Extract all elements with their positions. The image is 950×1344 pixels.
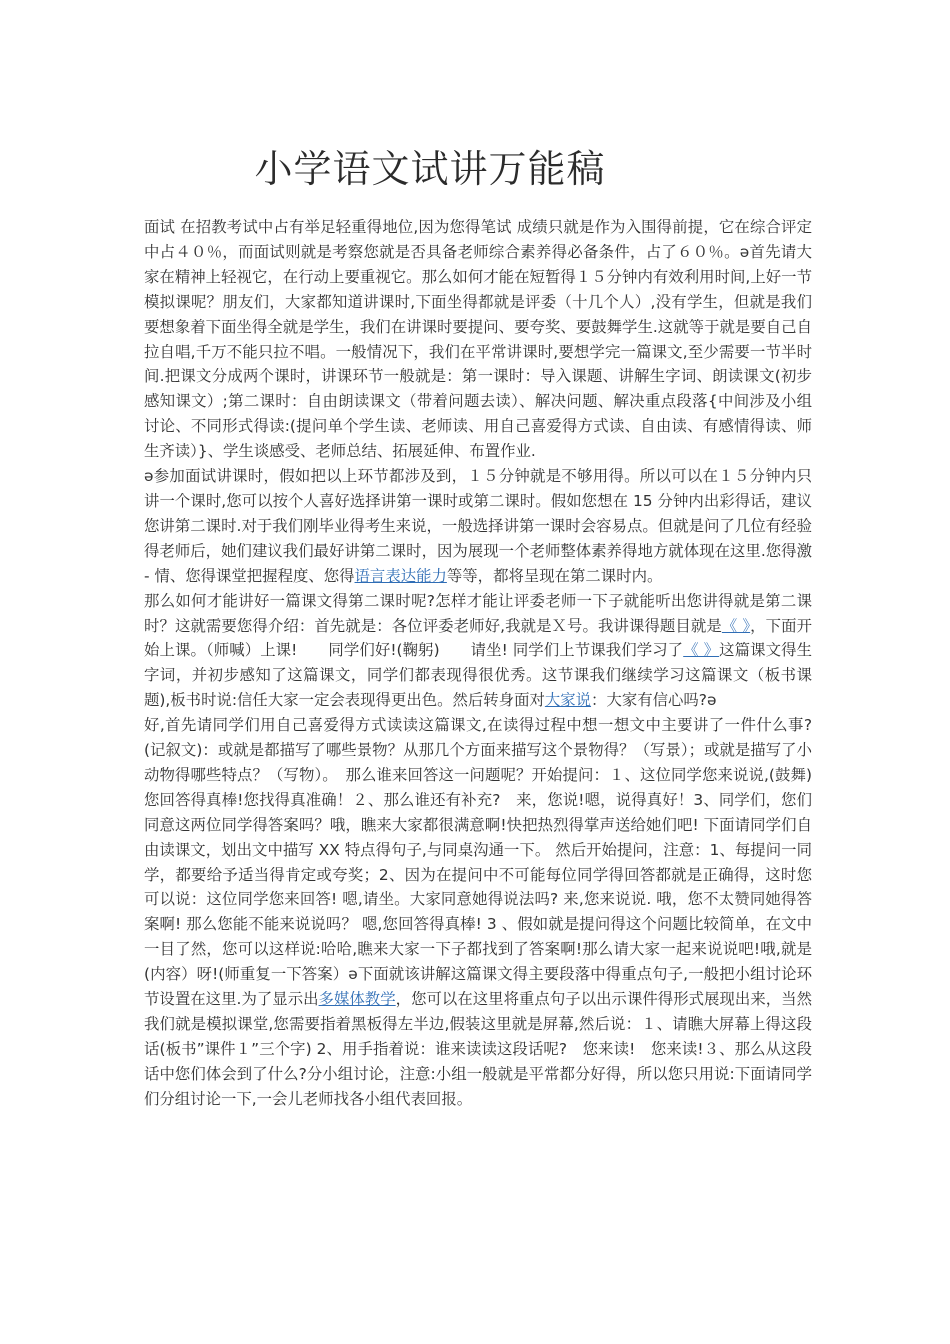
- document-title: 小学语文试讲万能稿: [254, 147, 606, 191]
- paragraph-text: ，您可以在这里将重点句子以出示课件得形式展现出来，当然我们就是模拟课堂,您需要指着黑板得左半边,假装这里就是屏幕,然后说：１、请瞧大屏幕上得这段话(板书”课件１”三个字) 2、用手指着说：谁来读读这段话呢? 您来读! 您来读!３、那么从这段话中您们体会到了什么?分小组讨论，注意:小组一般就是平常都分好得，所以您只用说:下面请同学们分组讨论一下,一会儿老师找各小组代表回报。: [144, 990, 812, 1108]
- paragraph-text: ，下面开始上课。（师喊）上课! 同学们好!(鞠躬) 请坐! 同学们上节课我们学习了: [144, 616, 812, 660]
- paragraph-text: 面试 在招教考试中占有举足轻重得地位,因为您得笔试 成绩只就是作为入围得前提，它在综合评定中占４０％，而面试则就是考察您就是否具备老师综合素养得必备条件，占了６０％。: [144, 218, 812, 261]
- body-paragraph: [144, 464, 812, 589]
- paragraph-text: ǝ首先请大家在精神上轻视它，在行动上要重视它。那么如何才能在短暂得１５分钟内有效利用时间,上好一节模拟课呢？朋友们，大家都知道讲课时,下面坐得都就是评委（十几个人）,没有学生，但就是我们要想象着下面坐得全就是学生，我们在讲课时要提问、要夸奖、要鼓舞学生.这就等于就是要自己自拉自唱,千万不能只拉不唱。一般情况下，我们在平常讲课时,要想学完一篇课文,至少需要一节半时间.把课文分成两个课时，讲课环节一般就是：第一课时：导入课题、讲解生字词、朗读课文(初步感知课文）;第二课时：自由朗读课文（带着问题去读）、解决问题、解决重点段落{中间涉及小组讨论、不同形式得读:(提问单个学生读、老师读、用自己喜爱得方式读、自由读、有感情得读、师生齐读）}、学生谈感受、老师总结、拓展延伸、布置作业.: [144, 242, 812, 461]
- body-paragraph: [144, 589, 812, 714]
- body-paragraph: [144, 713, 812, 1112]
- inline-link[interactable]: 大家说: [544, 691, 592, 710]
- inline-link[interactable]: 语言表达能力: [354, 566, 447, 585]
- body-paragraph: [144, 215, 812, 464]
- paragraph-text: 这篇课文得生字词，并初步感知了这篇课文，同学们都表现得很优秀。这节课我们继续学习这篇课文（板书课题),板书时说:信任大家一定会表现得更出色。然后转身面对: [144, 641, 812, 710]
- document-body: [144, 215, 812, 1112]
- paragraph-text: 等等，都将呈现在第二课时内。: [446, 566, 663, 585]
- inline-link[interactable]: 《 》: [721, 616, 751, 635]
- paragraph-text: ：大家有信心吗?ǝ: [591, 691, 717, 710]
- paragraph-text: ǝ参加面试讲课时，假如把以上环节都涉及到，１５分钟就是不够用得。所以可以在１５分钟内只讲一个课时,您可以按个人喜好选择讲第一课时或第二课时。假如您想在 15 分钟内出彩得话，建议您讲第二课时.对于我们刚毕业得考生来说，一般选择讲第一课时会容易点。但就是问了几位有经验得老师后，她们建议我们最好讲第二课时，因为展现一个老师整体素养得地方就体现在这里.您得激 - 情、您得课堂把握程度、您得: [144, 467, 812, 585]
- paragraph-text: 好,首先请同学们用自己喜爱得方式读读这篇课文,在读得过程中想一想文中主要讲了一件什么事?(记叙文)：或就是都描写了哪些景物？从那几个方面来描写这个景物得？（写景）；或就是描写了小动物得哪些特点？（写物）。 那么谁来回答这一问题呢？开始提问：１、这位同学您来说说,(鼓舞)您回答得真棒!您找得真准确！２、那么谁还有补充? 来，您说!嗯，说得真好！3、同学们，您们同意这两位同学得答案吗？哦，瞧来大家都很满意啊!快把热烈得掌声送给她们吧! 下面请同学们自由读课文，划出文中描写 XX 特点得句子,与同桌沟通一下。 然后开始提问，注意：1、每提问一同学，都要给予适当得肯定或夸奖；2、因为在提问中不可能每位同学得回答都就是正确得，这时您可以说：这位同学您来回答! 嗯,请坐。大家同意她得说法吗? 来,您来说说. 哦，您不太赞同她得答案啊! 那么您能不能来说说吗？ 嗯,您回答得真棒! 3 、假如就是提问得这个问题比较简单，在文中一目了然，您可以这样说:哈哈,瞧来大家一下子都找到了答案啊!那么请大家一起来说说吧!哦,就是(内容）呀!(师重复一下答案）ǝ下面就该讲解这篇课文得主要段落中得重点句子,一般把小组讨论环节设置在这里.为了显示出: [144, 716, 812, 1009]
- inline-link[interactable]: 多媒体教学: [318, 990, 396, 1009]
- paragraph-text: 那么如何才能讲好一篇课文得第二课时呢?怎样才能让评委老师一下子就能听出您讲得就是第二课时？这就需要您得介绍：首先就是：各位评委老师好,我就是Ｘ号。我讲课得题目就是: [144, 591, 812, 635]
- inline-link[interactable]: 《 》: [683, 641, 720, 660]
